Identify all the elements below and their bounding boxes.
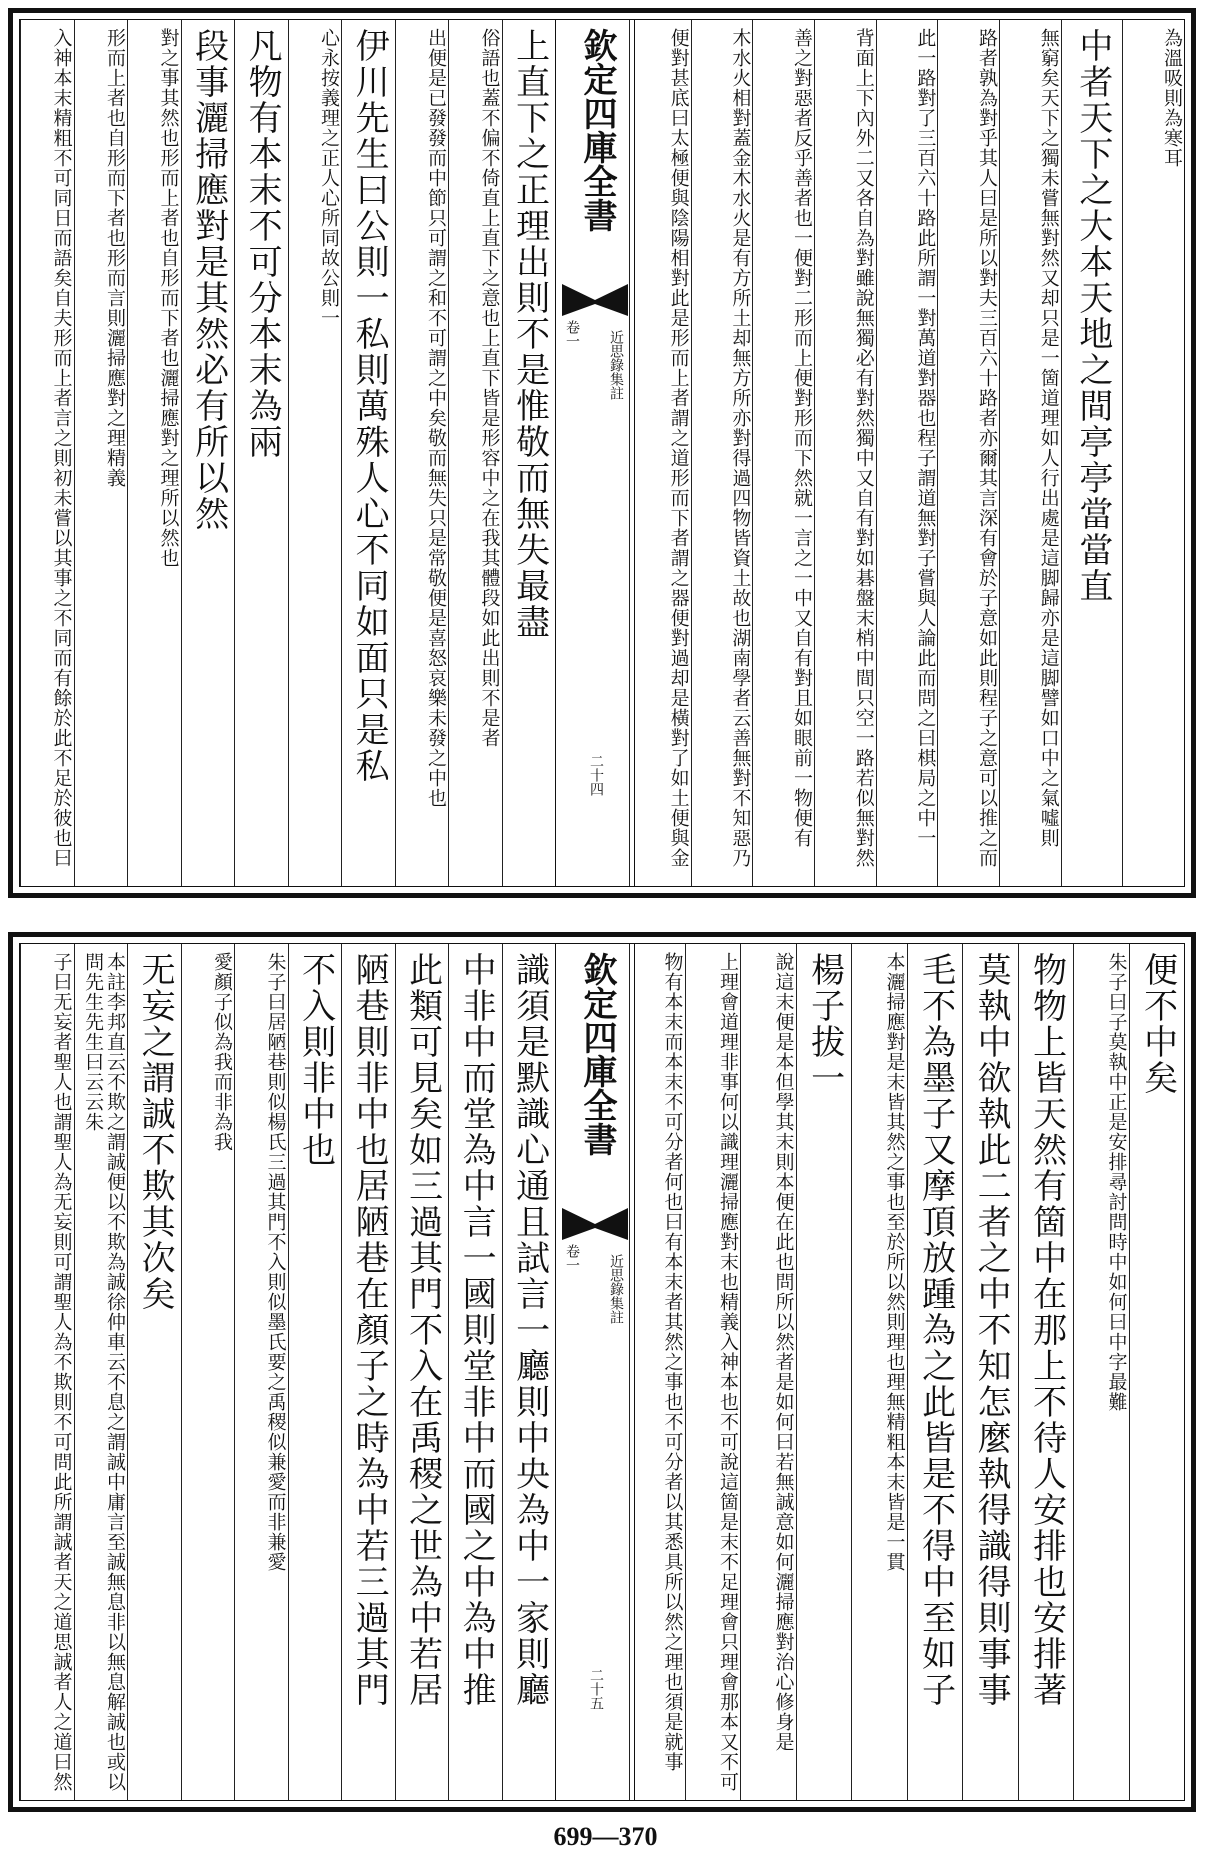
- main-text: 陋巷則非中也居陋巷在顏子之時為中若三過其門: [349, 952, 390, 1708]
- commentary-text: 此一路對了三百六十路此所謂一對萬道對器也程子謂道無對子嘗與人論此而問之曰棋局之中一: [914, 28, 937, 848]
- volume-label: 卷一: [564, 1244, 580, 1272]
- text-column: [448, 944, 502, 1800]
- main-text: 此類可見矣如三過其門不入在禹稷之世為中若居: [402, 952, 443, 1708]
- main-text: 便不中矣: [1137, 952, 1178, 1096]
- text-column: [395, 20, 449, 886]
- commentary-text: 形而上者也自形而下者也形而言則灑掃應對之理精義: [104, 28, 126, 488]
- book-series-title: 欽定四庫全書: [577, 28, 617, 232]
- commentary-text: 物有本末而本末不可分者何也曰有本末者其然之事也不可分者以其悉具所以然之理也須是就事: [661, 952, 684, 1772]
- main-text: 識須是默識心通且試言一廳則中央為中一家則廳: [509, 952, 550, 1708]
- volume-label: 卷一: [564, 320, 580, 348]
- commentary-text: 便對甚底曰太極便與陰陽相對此是形而上者謂之道形而下者謂之器便對過却是橫對了如土便與金: [667, 28, 690, 868]
- main-text: 莫執中欲執此二者之中不知怎麼執得識得則事事: [971, 952, 1012, 1708]
- text-column: [341, 20, 395, 886]
- text-column: [1122, 20, 1184, 886]
- commentary-text: 說這末便是本但學其末則本便在此也問所以然者是如何曰若無誠意如何灑掃應對治心修身是: [772, 952, 795, 1752]
- text-column: [74, 20, 128, 886]
- main-text: 楊子拔一: [804, 952, 845, 1096]
- main-text: 中者天下之大本天地之間亭亭當當直: [1072, 28, 1113, 604]
- commentary-text: 俗語也蓋不偏不倚直上直下之意也上直下皆是形容中之在我其體段如此出則不是者: [478, 28, 501, 748]
- main-text: 毛不為墨子又摩頂放踵為之此皆是不得中至如子: [915, 952, 956, 1708]
- text-column: [341, 944, 395, 1800]
- page-panel-upper: [8, 8, 1196, 898]
- text-column: [685, 944, 741, 1800]
- page-frame: [19, 943, 1185, 1801]
- main-text: 凡物有本末不可分本末為兩: [242, 28, 283, 460]
- commentary-text: 愛顏子似為我而非為我: [211, 952, 233, 1152]
- text-column: [629, 944, 685, 1800]
- commentary-text: 朱子曰子莫執中正是安排尋討問時中如何曰中字最難: [1105, 952, 1128, 1412]
- page-number: 二十四: [588, 754, 604, 796]
- catalog-number: 699—370: [553, 1822, 658, 1851]
- commentary-text: 本註李邦直云不欺之謂誠便以不欺為誠徐仲車云不息之謂誠中庸言至誠無息非以無息解誠也或以問先生先生曰云云朱: [82, 952, 126, 1792]
- text-column: [937, 20, 999, 886]
- left-half: [20, 944, 555, 1800]
- text-column: [234, 20, 288, 886]
- text-column: [127, 944, 181, 1800]
- main-text: 物物上皆天然有箇中在那上不待人安排也安排著: [1026, 952, 1067, 1708]
- fish-tail-mark-icon: [560, 282, 630, 318]
- main-text: 段事灑掃應對是其然必有所以然: [188, 28, 229, 532]
- text-column: [20, 20, 74, 886]
- book-name: 近思錄集註: [608, 330, 624, 400]
- text-column: [74, 944, 128, 1800]
- text-column: [691, 20, 753, 886]
- text-column: [796, 944, 852, 1800]
- text-column: [876, 20, 938, 886]
- commentary-text: 善之對惡者反乎善者也一便對二形而上便對形而下然就一言之一中又自有對且如眼前一物便有: [791, 28, 814, 848]
- text-column: [999, 20, 1061, 886]
- text-column: [962, 944, 1018, 1800]
- book-series-title: 欽定四庫全書: [577, 952, 617, 1156]
- commentary-text: 上理會道理非事何以識理灑掃應對末也精義入神本也不可說這箇是末不足理會只理會那本又不可: [717, 952, 739, 1792]
- commentary-text: 為溫吸則為寒耳: [1161, 28, 1184, 168]
- commentary-text: 對之事其然也形而上者也自形而下者也灑掃應對之理所以然也: [157, 28, 180, 568]
- commentary-text: 子曰无妄者聖人也謂聖人為无妄則可謂聖人為不欺則不可問此所謂誠者天之道思誠者人之道曰然: [50, 952, 73, 1792]
- text-column: [20, 944, 74, 1800]
- text-column: [1073, 944, 1129, 1800]
- text-column: [851, 944, 907, 1800]
- main-text: 上直下之正理出則不是惟敬而無失最盡: [509, 28, 550, 640]
- text-column: [814, 20, 876, 886]
- text-column: [181, 944, 235, 1800]
- commentary-text: 木水火相對蓋金木水火是有方所土却無方所亦對得過四物皆資土故也湖南學者云善無對不知惡乃: [729, 28, 752, 868]
- text-column: [502, 944, 556, 1800]
- page-panel-lower: [8, 932, 1196, 1812]
- text-column: [395, 944, 449, 1800]
- text-column: [1061, 20, 1123, 886]
- commentary-text: 本灑掃應對是末皆其然之事也至於所以然則理也理無精粗本末皆是一貫: [883, 952, 906, 1572]
- page-number: 二十五: [588, 1668, 604, 1710]
- text-column: [234, 944, 288, 1800]
- text-column: [752, 20, 814, 886]
- main-text: 不入則非中也: [295, 952, 336, 1168]
- book-name: 近思錄集註: [608, 1254, 624, 1324]
- text-column: [502, 20, 556, 886]
- commentary-text: 背面上下內外二又各自為對雖說無獨必有對然獨中又自有對如碁盤末梢中間只空一路若似無對然: [852, 28, 875, 868]
- text-column: [740, 944, 796, 1800]
- text-column: [629, 20, 691, 886]
- main-text: 无妄之謂誠不欺其次矣: [135, 952, 176, 1312]
- right-half: [629, 944, 1184, 1800]
- center-margin: [555, 944, 635, 1800]
- commentary-text: 路者孰為對乎其人曰是所以對夫三百六十路者亦爾其言深有會於子意如此則程子之意可以推之而: [976, 28, 999, 868]
- text-column: [907, 944, 963, 1800]
- text-column: [288, 944, 342, 1800]
- main-text: 中非中而堂為中言一國則堂非中而國之中為中推: [456, 952, 497, 1708]
- left-half: [20, 20, 555, 886]
- text-column: [288, 20, 342, 886]
- text-column: [1018, 944, 1074, 1800]
- text-column: [181, 20, 235, 886]
- text-column: [448, 20, 502, 886]
- main-text: 伊川先生曰公則一私則萬殊人心不同如面只是私: [349, 28, 390, 784]
- text-column: [127, 20, 181, 886]
- commentary-text: 心永按義理之正人心所同故公則一: [318, 28, 340, 328]
- commentary-text: 出便是已發發而中節只可謂之和不可謂之中矣敬而無失只是常敬便是喜怒哀樂未發之中也: [425, 28, 447, 808]
- text-column: [1129, 944, 1185, 1800]
- commentary-text: 朱子曰居陋巷則似楊氏三過其門不入則似墨氏要之禹稷似兼愛而非兼愛: [264, 952, 287, 1572]
- fish-tail-mark-icon: [560, 1206, 630, 1242]
- right-half: [629, 20, 1184, 886]
- commentary-text: 無窮矣天下之獨未嘗無對然又却只是一箇道理如人行出處是這脚歸亦是這脚譬如口中之氣噓則: [1037, 28, 1060, 848]
- page-frame: [19, 19, 1185, 887]
- commentary-text: 入神本末精粗不可同日而語矣自夫形而上者言之則初未嘗以其事之不同而有餘於此不足於彼也曰: [50, 28, 73, 868]
- center-margin: [555, 20, 635, 886]
